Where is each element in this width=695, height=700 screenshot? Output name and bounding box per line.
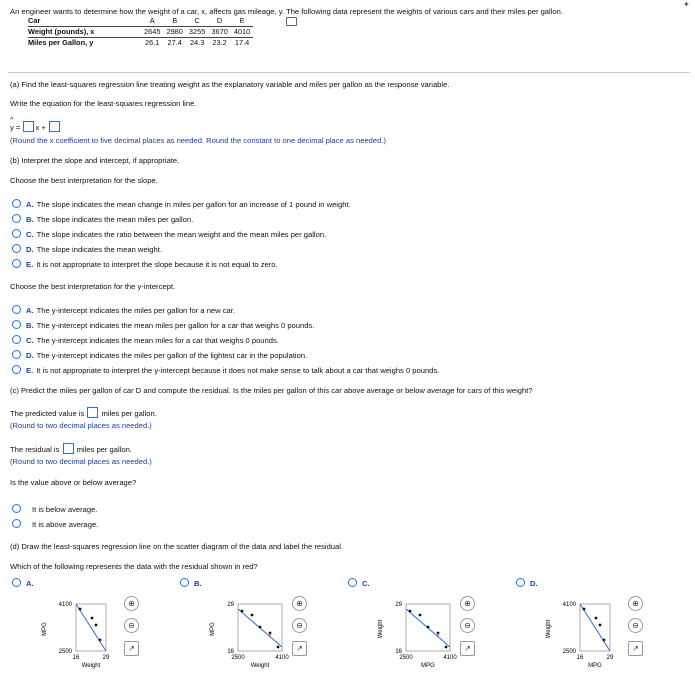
- y-tick-label: 4100: [562, 602, 576, 608]
- option-letter: E.: [26, 366, 34, 375]
- open-external-icon[interactable]: ↗: [628, 641, 643, 656]
- y-axis-label: MPG: [210, 622, 216, 636]
- part-c-prompt: (c) Predict the miles per gallon of car D and compute the residual. Is the miles per gallon of this car above average or below average for cars of this weight?: [10, 386, 533, 395]
- data-point: [277, 646, 280, 649]
- part-d-prompt: (d) Draw the least-squares regression line on the scatter diagram of the data and label the residual.: [10, 542, 344, 551]
- radio-button[interactable]: [12, 504, 21, 513]
- option-letter: A.: [26, 579, 34, 588]
- x-tick-label: 16: [72, 655, 80, 661]
- radio-button[interactable]: [12, 335, 21, 344]
- x-tick-label: 29: [102, 655, 110, 661]
- x-tick-label: 29: [606, 655, 614, 661]
- slope-option-b[interactable]: [12, 214, 193, 224]
- table-cell: 3255: [186, 27, 208, 38]
- x-tick-label: 2500: [399, 655, 413, 661]
- option-text: The y-intercept indicates the miles per gallon for a new car.: [36, 306, 235, 315]
- y-tick-label: 4100: [58, 602, 72, 608]
- radio-button[interactable]: [12, 229, 21, 238]
- open-external-icon[interactable]: ↗: [292, 641, 307, 656]
- residual-input[interactable]: [63, 443, 74, 454]
- mpg-row-label: Miles per Gallon, y: [28, 38, 94, 47]
- table-cell: 2980: [163, 27, 185, 38]
- data-table: [28, 16, 253, 48]
- zoom-out-icon[interactable]: ⊖: [460, 618, 475, 633]
- y-tick-label: 29: [395, 602, 402, 608]
- intercept-option-c[interactable]: [12, 335, 279, 345]
- table-cell: 17.4: [234, 38, 250, 47]
- predicted-pre-text: The predicted value is: [10, 409, 87, 418]
- radio-button[interactable]: [12, 305, 21, 314]
- x-axis-label: Weight: [250, 663, 270, 669]
- open-external-icon[interactable]: ↗: [124, 641, 139, 656]
- x-tick-label: 4100: [275, 655, 289, 661]
- zoom-in-icon[interactable]: ⊕: [628, 596, 643, 611]
- radio-button[interactable]: [12, 519, 21, 528]
- intercept-prompt: Choose the best interpretation for the y-intercept.: [10, 282, 176, 291]
- table-cell: C: [186, 16, 208, 27]
- zoom-out-icon[interactable]: ⊖: [124, 618, 139, 633]
- option-text: The y-intercept indicates the miles per gallon of the lightest car in the population.: [36, 351, 308, 360]
- x-axis-label: MPG: [421, 663, 435, 669]
- data-point: [583, 608, 586, 611]
- x-plus-text: x +: [35, 123, 48, 132]
- option-letter: C.: [362, 579, 370, 588]
- option-letter: C.: [26, 230, 34, 239]
- option-letter: A.: [26, 306, 34, 315]
- residual-note: (Round to two decimal places as needed.): [10, 457, 152, 466]
- table-header-label: Car: [28, 16, 141, 27]
- slope-option-c[interactable]: [12, 229, 326, 239]
- x-axis-label: MPG: [588, 663, 602, 669]
- intercept-option-d[interactable]: [12, 350, 307, 360]
- radio-button[interactable]: [12, 244, 21, 253]
- option-text: It is not appropriate to interpret the y-intercept because it does not make sense to talk about a car that weighs 0 pounds.: [36, 366, 440, 375]
- residual-post-text: miles per gallon.: [74, 445, 132, 454]
- graph-choice-c[interactable]: [348, 578, 373, 588]
- zoom-out-icon[interactable]: ⊖: [628, 618, 643, 633]
- radio-button[interactable]: [348, 578, 357, 587]
- x-axis-label: Weight: [81, 663, 101, 669]
- table-cell: 26.1: [145, 38, 160, 47]
- radio-button[interactable]: [516, 578, 525, 587]
- slope-input[interactable]: [23, 121, 34, 132]
- regression-line: [580, 604, 610, 651]
- x-tick-label: 16: [576, 655, 584, 661]
- graph-choice-b[interactable]: [180, 578, 205, 588]
- graph-choice-a[interactable]: [12, 578, 37, 588]
- slope-prompt: Choose the best interpretation for the slope.: [10, 176, 158, 185]
- option-letter: B.: [194, 579, 202, 588]
- zoom-out-icon[interactable]: ⊖: [292, 618, 307, 633]
- intercept-option-a[interactable]: [12, 305, 235, 315]
- regression-equation: [10, 121, 61, 132]
- data-point: [91, 617, 94, 620]
- x-tick-label: 2500: [231, 655, 245, 661]
- slope-option-d[interactable]: [12, 244, 162, 254]
- intercept-option-e[interactable]: [12, 365, 439, 375]
- table-cell: 27.4: [167, 38, 182, 47]
- more-icon[interactable]: ✦: [683, 0, 690, 9]
- table-cell: 3670: [208, 27, 230, 38]
- option-text: The slope indicates the mean weight.: [36, 245, 162, 254]
- y-axis-label: Weight: [546, 619, 552, 639]
- y-tick-label: 16: [395, 649, 402, 655]
- y-tick-label: 29: [227, 602, 234, 608]
- option-letter: C.: [26, 336, 34, 345]
- predicted-note: (Round to two decimal places as needed.): [10, 421, 152, 430]
- radio-button[interactable]: [12, 365, 21, 374]
- data-point: [409, 610, 412, 613]
- equals-sign: =: [13, 123, 23, 132]
- y-tick-label: 16: [227, 649, 234, 655]
- radio-button[interactable]: [12, 320, 21, 329]
- data-point: [445, 646, 448, 649]
- problem-intro: An engineer wants to determine how the weight of a car, x, affects gas mileage, y. The following data represent the weights of various cars and their miles per gallon.: [10, 7, 563, 16]
- x-tick-label: 4100: [443, 655, 457, 661]
- below-average-option[interactable]: [12, 504, 97, 514]
- y-tick-label: 2500: [58, 649, 72, 655]
- table-cell: 2645: [141, 27, 163, 38]
- table-cell: 24.3: [189, 38, 205, 47]
- option-letter: D.: [26, 351, 34, 360]
- table-cell: A: [141, 16, 163, 27]
- divider: [8, 72, 690, 73]
- option-letter: B.: [26, 321, 34, 330]
- slope-option-e[interactable]: [12, 259, 278, 269]
- table-cell: 4010: [231, 27, 253, 38]
- option-letter: A.: [26, 200, 34, 209]
- residual-line: [10, 443, 132, 454]
- data-point: [419, 614, 422, 617]
- option-text: The slope indicates the mean change in miles per gallon for an increase of 1 pound in weight.: [36, 200, 351, 209]
- data-point: [241, 610, 244, 613]
- radio-button[interactable]: [12, 214, 21, 223]
- data-point: [259, 626, 262, 629]
- radio-button[interactable]: [12, 259, 21, 268]
- option-text: The y-intercept indicates the mean miles per gallon for a car that weighs 0 pounds.: [36, 321, 315, 330]
- zoom-in-icon[interactable]: ⊕: [292, 596, 307, 611]
- slope-option-a[interactable]: [12, 199, 351, 209]
- regression-line: [76, 604, 106, 651]
- constant-input[interactable]: [49, 121, 60, 132]
- y-hat-symbol: ^ y: [10, 123, 14, 132]
- part-b-prompt: (b) Interpret the slope and intercept, if appropriate.: [10, 156, 180, 165]
- table-cell: B: [163, 16, 185, 27]
- data-point: [427, 626, 430, 629]
- option-text: The slope indicates the mean miles per gallon.: [36, 215, 194, 224]
- option-text: The y-intercept indicates the mean miles for a car that weighs 0 pounds.: [36, 336, 279, 345]
- table-cell: D: [208, 16, 230, 27]
- part-a-note: (Round the x coefficient to five decimal places as needed. Round the constant to one decimal place as needed.): [10, 136, 386, 145]
- weight-row-label: Weight (pounds), x: [28, 27, 141, 38]
- copy-icon[interactable]: [286, 17, 297, 26]
- residual-pre-text: The residual is: [10, 445, 62, 454]
- option-text: It is above average.: [32, 520, 99, 529]
- option-letter: B.: [26, 215, 34, 224]
- intercept-option-b[interactable]: [12, 320, 314, 330]
- option-text: It is below average.: [32, 505, 98, 514]
- option-text: It is not appropriate to interpret the slope because it is not equal to zero.: [36, 260, 278, 269]
- table-cell: E: [231, 16, 253, 27]
- option-text: The slope indicates the ratio between the mean weight and the mean miles per gallon.: [36, 230, 327, 239]
- part-d-question: Which of the following represents the data with the residual shown in red?: [10, 562, 258, 571]
- data-point: [251, 614, 254, 617]
- y-axis-label: Weight: [378, 619, 384, 639]
- radio-button[interactable]: [12, 350, 21, 359]
- data-point: [79, 608, 82, 611]
- radio-button[interactable]: [180, 578, 189, 587]
- radio-button[interactable]: [12, 199, 21, 208]
- graph-choice-d[interactable]: [516, 578, 541, 588]
- part-a-instruction: Write the equation for the least-squares regression line.: [10, 99, 197, 108]
- data-point: [599, 624, 602, 627]
- option-letter: D.: [26, 245, 34, 254]
- y-tick-label: 2500: [562, 649, 576, 655]
- option-letter: D.: [530, 579, 538, 588]
- above-below-question: Is the value above or below average?: [10, 478, 137, 487]
- part-a-prompt: (a) Find the least-squares regression line treating weight as the explanatory variable and miles per gallon as the response variable.: [10, 80, 450, 89]
- option-letter: E.: [26, 260, 34, 269]
- radio-button[interactable]: [12, 578, 21, 587]
- predicted-value-line: [10, 407, 157, 418]
- open-external-icon[interactable]: ↗: [460, 641, 475, 656]
- data-point: [595, 617, 598, 620]
- zoom-in-icon[interactable]: ⊕: [124, 596, 139, 611]
- data-point: [95, 624, 98, 627]
- above-average-option[interactable]: [12, 519, 98, 529]
- table-cell: 23.2: [212, 38, 227, 47]
- predicted-value-input[interactable]: [87, 407, 98, 418]
- zoom-in-icon[interactable]: ⊕: [460, 596, 475, 611]
- predicted-post-text: miles per gallon.: [99, 409, 157, 418]
- y-axis-label: MPG: [42, 622, 48, 636]
